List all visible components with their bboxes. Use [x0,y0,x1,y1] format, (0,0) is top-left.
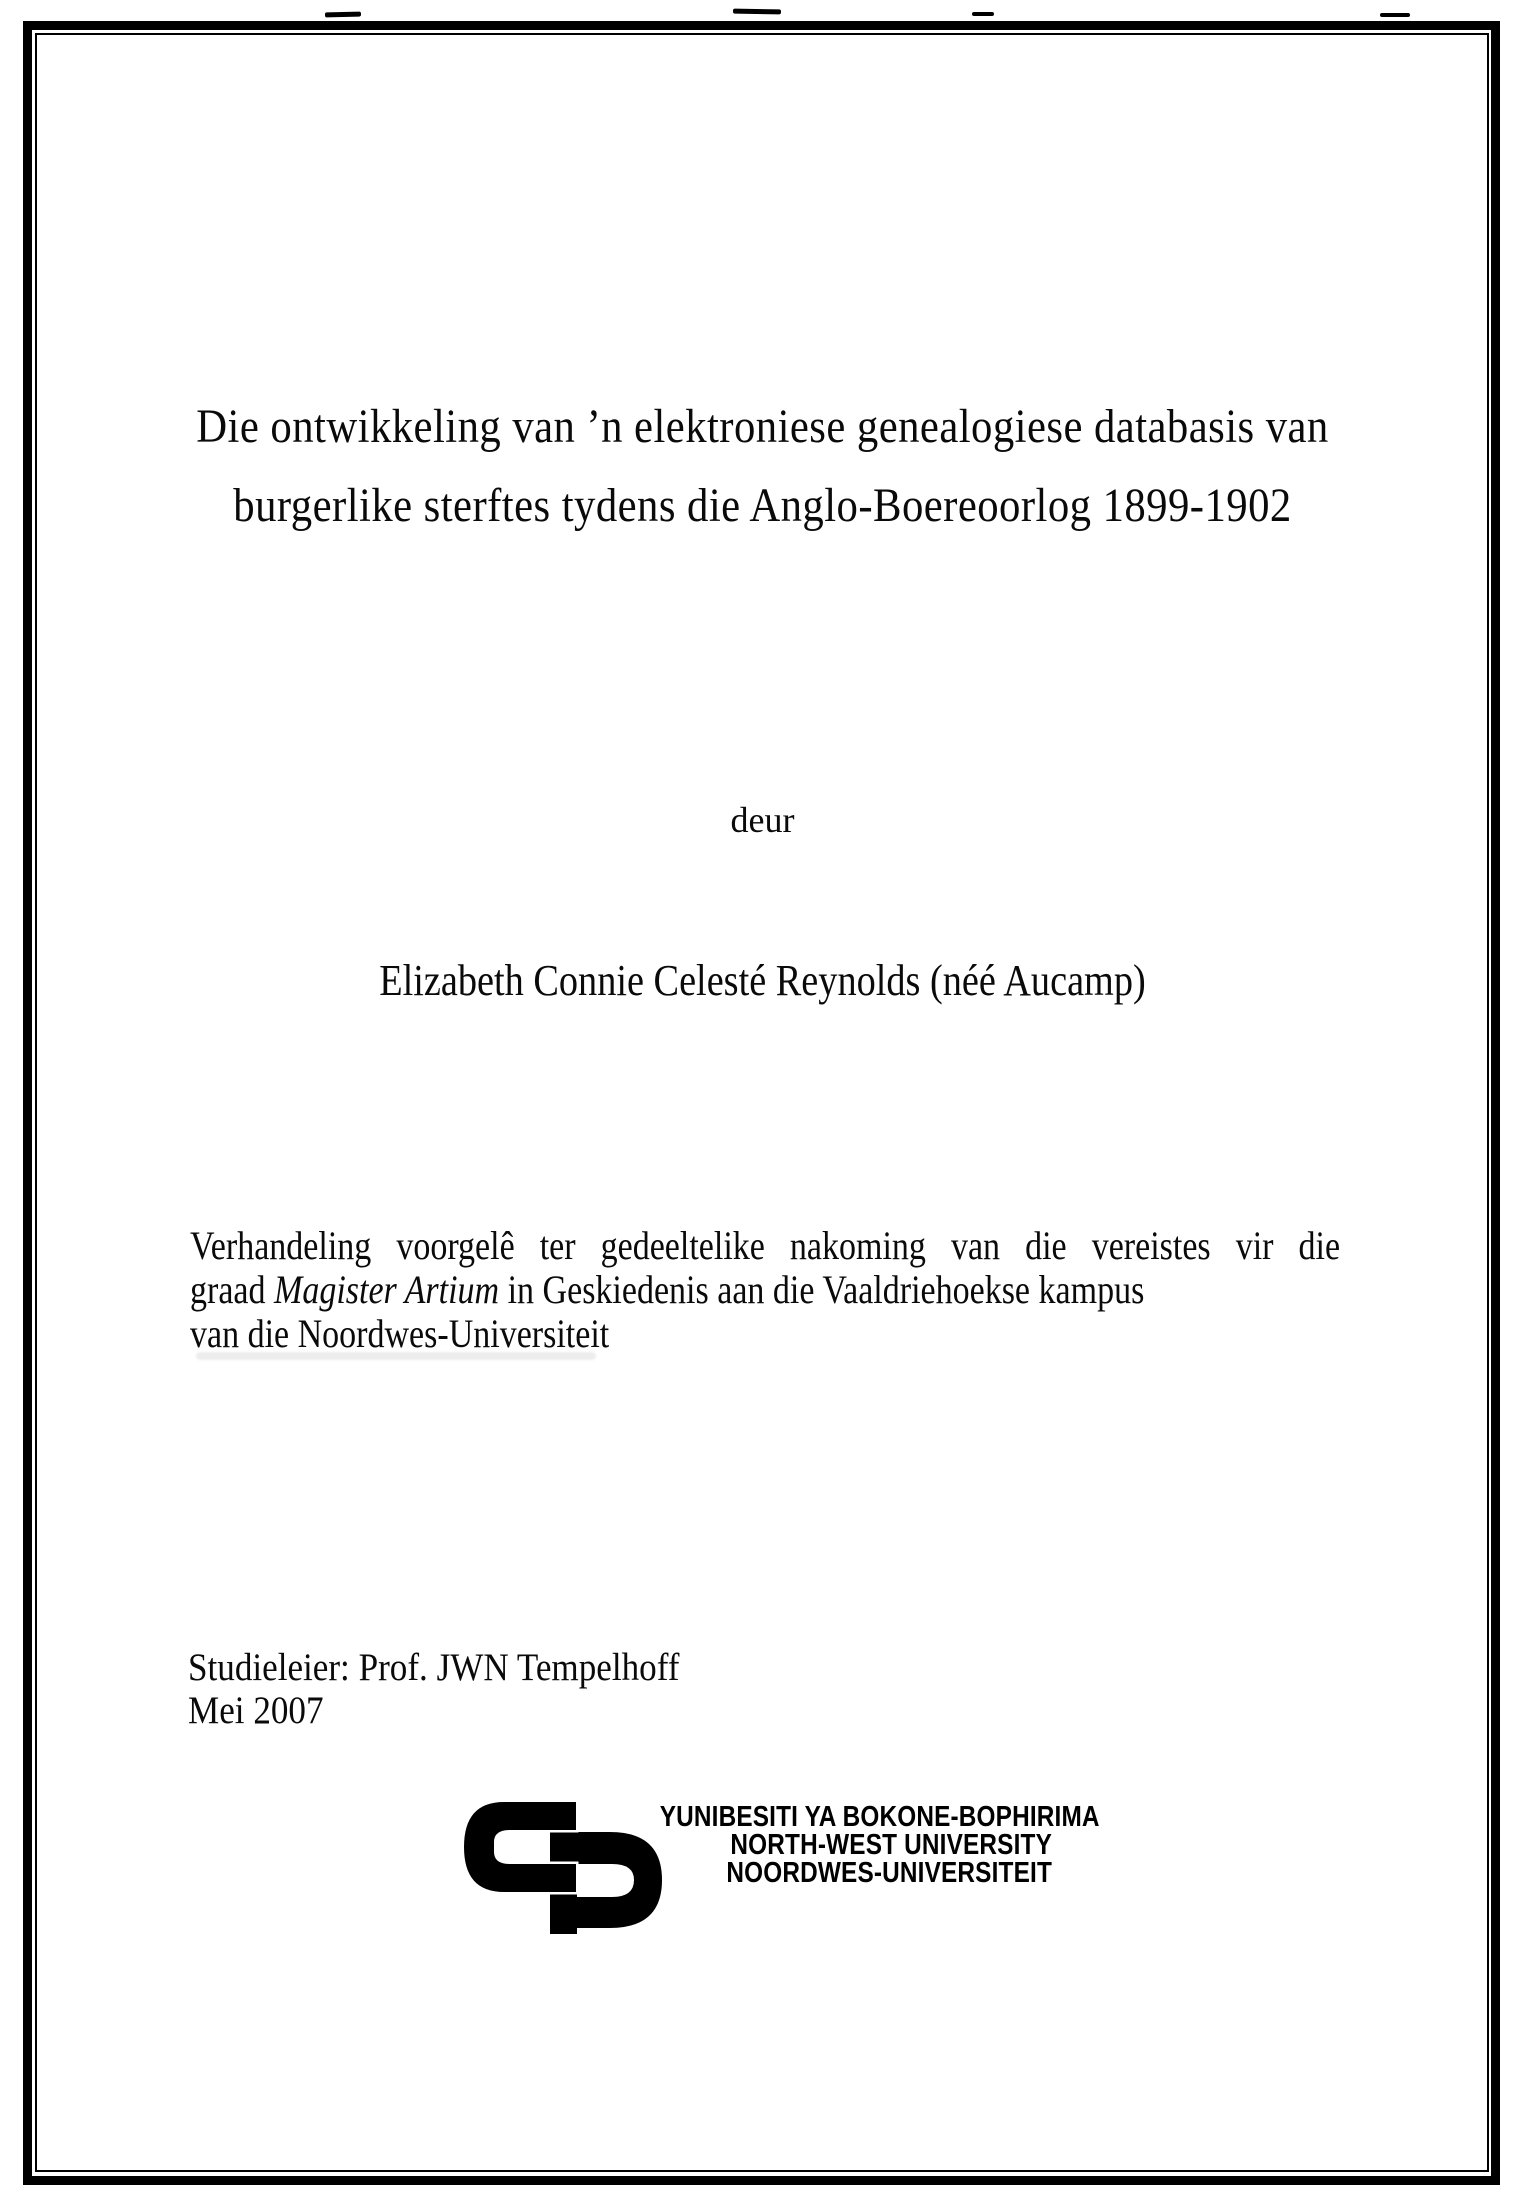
nwu-logo-text-line1: YUNIBESITI YA BOKONE-BOPHIRIMA [659,1801,1100,1833]
supervisor-block [188,1646,679,1732]
degree-statement-line2 [190,1268,1340,1312]
scan-artifact [733,9,781,15]
date-line: Mei 2007 [188,1689,324,1732]
author-name: Elizabeth Connie Celesté Reynolds (néé Aucamp) [379,956,1146,1005]
scan-artifact [972,12,994,16]
degree-statement-line2-pre: graad [190,1267,275,1312]
nwu-logo-text-line3: NOORDWES-UNIVERSITEIT [726,1857,1052,1889]
thesis-title [116,387,1409,545]
nwu-logo-text-line2: NORTH-WEST UNIVERSITY [730,1829,1052,1861]
chain-link-logo-icon [462,1802,662,1934]
degree-statement-line2-post: in Geskiedenis aan die Vaaldriehoekse kampus [499,1267,1145,1312]
scan-artifact [325,12,361,18]
nwu-logo [462,1801,1100,1942]
degree-name-italic: Magister Artium [274,1267,500,1312]
nwu-logo-text [659,1801,1100,1889]
degree-statement-line1: Verhandeling voorgelê ter gedeeltelike nakoming van die vereistes vir die [190,1223,1341,1268]
degree-statement-line3: van die Noordwes-Universiteit [190,1311,610,1356]
thesis-title-line2: burgerlike sterftes tydens die Anglo-Boereoorlog 1899-1902 [233,479,1292,532]
scan-artifact [1380,13,1410,17]
byline-deur: deur [730,800,795,840]
thesis-title-line1: Die ontwikkeling van ’n elektroniese genealogiese databasis van [196,400,1329,453]
supervisor-line: Studieleier: Prof. JWN Tempelhoff [188,1646,680,1689]
degree-statement [190,1224,1340,1356]
